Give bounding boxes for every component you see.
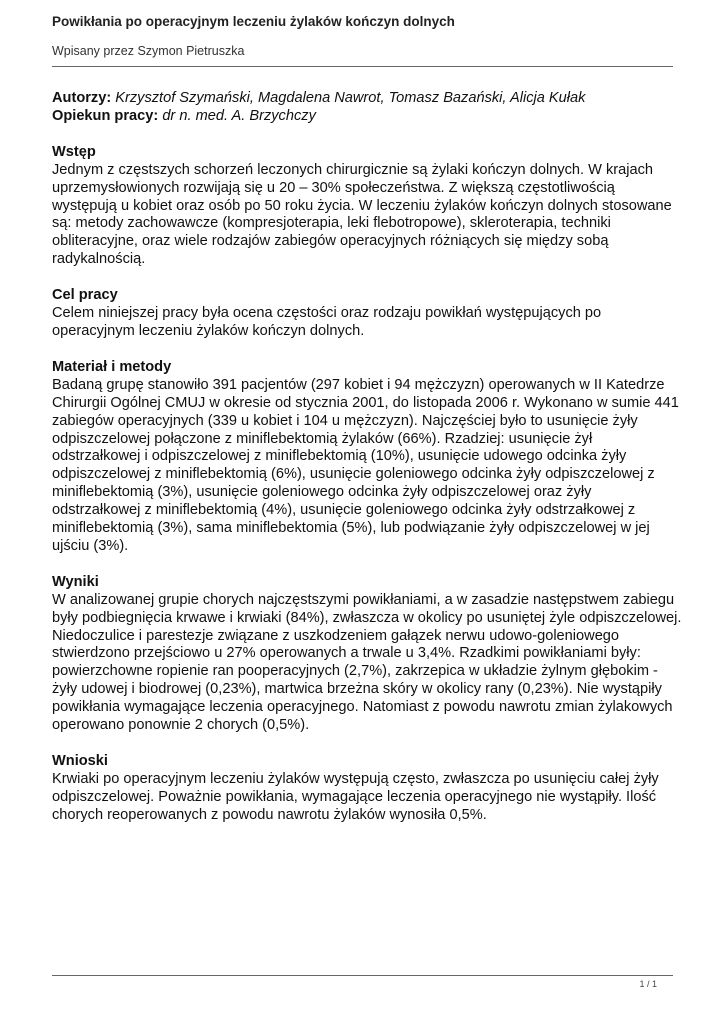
supervisor-name: dr n. med. A. Brzychczy xyxy=(162,107,316,124)
section-methods xyxy=(52,359,682,556)
article-content xyxy=(52,90,682,825)
section-body: Celem niniejszej pracy była ocena częstości oraz rodzaju powikłań występujących po operacyjnym leczeniu żylaków kończyn dolnych. xyxy=(52,305,602,339)
section-conclusions xyxy=(52,753,682,825)
page-number: 1 / 1 xyxy=(639,979,657,989)
authors-names: Krzysztof Szymański, Magdalena Nawrot, Tomasz Bazański, Alicja Kułak xyxy=(115,90,586,106)
section-heading: Wyniki xyxy=(52,573,99,590)
section-heading: Materiał i metody xyxy=(52,358,172,375)
author-byline: Wpisany przez Szymon Pietruszka xyxy=(52,44,245,58)
section-heading: Cel pracy xyxy=(52,287,118,304)
page-title: Powikłania po operacyjnym leczeniu żylaków kończyn dolnych xyxy=(52,14,455,29)
section-heading: Wnioski xyxy=(52,753,108,769)
supervisor-label: Opiekun pracy: xyxy=(52,107,159,124)
section-body: Jednym z częstszych schorzeń leczonych chirurgicznie są żylaki kończyn dolnych. W krajach uprzemysłowionych rozwijają się u 20 – 30% społeczeństwa. Z większą częstotliwością występują u kobiet oraz osób po 50 roku życia. W leczeniu żylaków kończyn dolnych stosowane są: metody zachowawcze (kompresjoterapia, leki flebotropowe), skleroterapia, techniki obliteracyjne, oraz wiele rodzajów zabiegów operacyjnych różniących się między sobą radykalnością. xyxy=(52,161,672,268)
section-body: Krwiaki po operacyjnym leczeniu żylaków występują często, zwłaszcza po usunięciu całej żyły odpiszczelowej. Poważnie powikłania, wymagające leczenia operacyjnego nie wystąpiły. Ilość chorych reoperowanych z powodu nawrotu żylaków wynosiła 0,5%. xyxy=(52,770,659,823)
authors-line xyxy=(52,90,682,108)
section-introduction xyxy=(52,144,682,269)
section-heading: Wstęp xyxy=(52,143,96,160)
footer-divider xyxy=(52,975,673,976)
authors-label: Autorzy: xyxy=(52,90,112,106)
section-body: W analizowanej grupie chorych najczęstszymi powikłaniami, a w zasadzie następstwem zabiegu były podbiegnięcia krwawe i krwiaki (84%), zwłaszcza w okolicy po usuniętej żyle odpiszczelowej. Niedoczulice i parestezje związane z uszkodzeniem gałązek nerwu udowo-goleniowego stwierdzono przejściowo u 27% operowanych a trwale u 3,4%. Rzadkimi powikłaniami były: powierzchowne ropienie ran pooperacyjnych (2,7%), zakrzepica w układzie żylnym głębokim - żyły udowej i biodrowej (0,23%), martwica brzeżna skóry w okolicy rany (0,23%). Nie wystąpiły powikłania wymagające leczenia operacyjnego. Natomiast z powodu nawrotu zmian żylakowych operowano ponownie 2 chorych (0,5%). xyxy=(52,591,682,734)
header-divider xyxy=(52,66,673,67)
supervisor-line xyxy=(52,108,682,126)
section-body: Badaną grupę stanowiło 391 pacjentów (297 kobiet i 94 mężczyzn) operowanych w II Katedrze Chirurgii Ogólnej CMUJ w okresie od stycznia 2001, do listopada 2006 r. Wykonano w sumie 441 zabiegów operacyjnych (339 u kobiet i 104 u mężczyzn). Najczęściej było to usunięcie żyły odpiszczelowej połączone z miniflebektomią żylaków (66%). Rzadziej: usunięcie żył odstrzałkowej i odpiszczelowej z miniflebektomią (10%), usunięcie udowego odcinka żyły odpiszczelowej z miniflebektomią (6%), usunięcie goleniowego odcinka żyły odpiszczelowej z miniflebektomią (3%), usunięcie goleniowego odcinka żyły odpiszczelowej oraz żyły odstrzałkowej z miniflebektomią (4%), usunięcie goleniowego odcinka żyły odstrzałkowej z miniflebektomią (3%), sama miniflebektomia (5%), lub podwiązanie żyły odpiszczelowej w jej ujściu (3%). xyxy=(52,376,679,554)
section-aim xyxy=(52,287,682,341)
section-results xyxy=(52,574,682,735)
